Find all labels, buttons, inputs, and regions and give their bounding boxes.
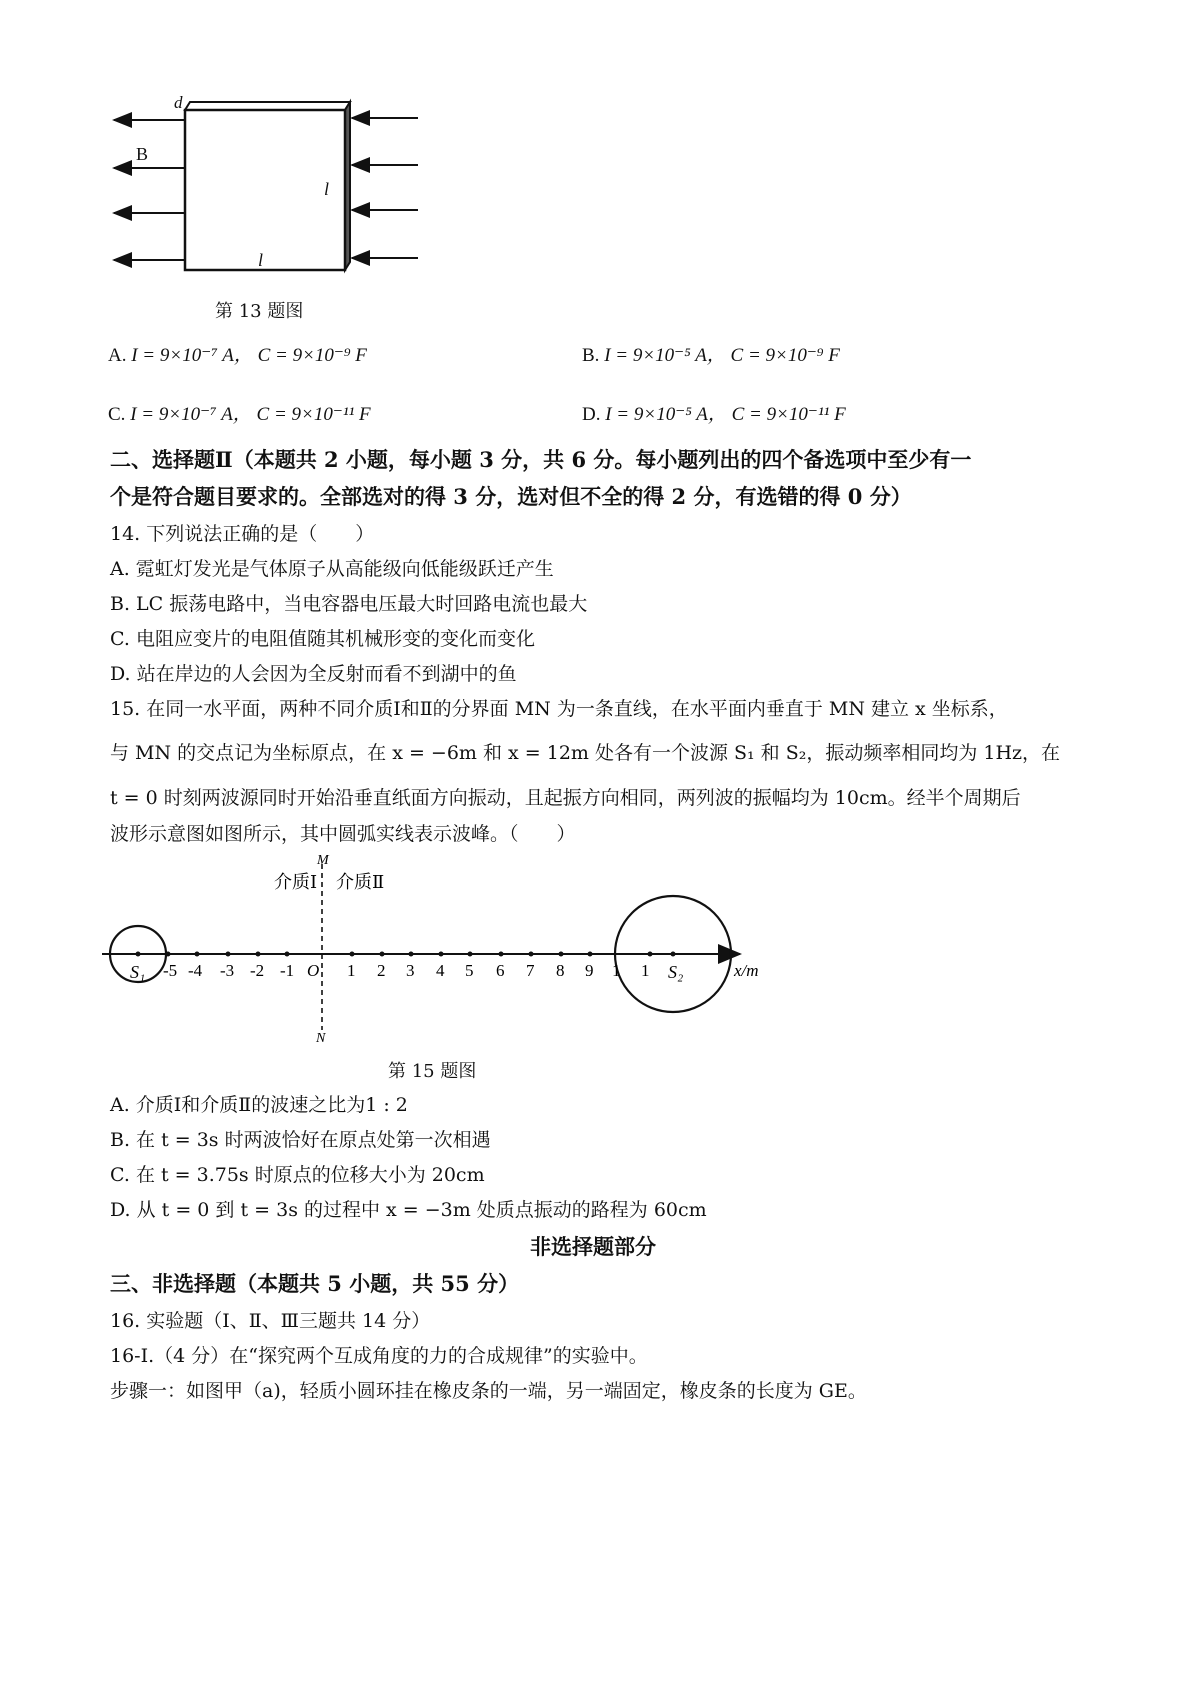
tick-8: 8 [556,961,565,980]
q13-figure [100,90,440,300]
tick-7: 7 [526,961,535,980]
tick-minus4: -4 [188,961,203,980]
q15-stem-line1: 15. 在同一水平面，两种不同介质Ⅰ和Ⅱ的分界面 MN 为一条直线，在水平面内垂直于 MN 建立 x 坐标系， [110,698,1008,720]
label-d: d [174,93,183,112]
q13-caption: 第 13 题图 [215,301,304,322]
axis-label: x/m [734,961,759,980]
field-lines-left [114,120,185,260]
q14-option-b: B. LC 振荡电路中，当电容器电压最大时回路电流也最大 [110,593,588,615]
q13-option-a: A. I = 9×10⁻⁷ A， C = 9×10⁻⁹ F [108,345,367,366]
q14-option-c: C. 电阻应变片的电阻值随其机械形变的变化而变化 [110,628,535,650]
q15-figure [100,850,800,1050]
part-title: 非选择题部分 [530,1234,656,1259]
q15-stem-line3: t = 0 时刻两波源同时开始沿垂直纸面方向振动，且起振方向相同，两列波的振幅均为 10cm。经半个周期后 [110,787,1021,809]
tick-3: 3 [406,961,415,980]
origin-label: O [307,961,320,980]
tick-4: 4 [436,961,445,980]
q16-line2: 16-Ⅰ.（4 分）在“探究两个互成角度的力的合成规律”的实验中。 [110,1345,648,1367]
q16-line1: 16. 实验题（Ⅰ、Ⅱ、Ⅲ三题共 14 分） [110,1310,431,1332]
q15-caption: 第 15 题图 [388,1061,477,1082]
label-M: M [317,853,329,868]
tick-6: 6 [496,961,505,980]
q15-stem-line4: 波形示意图如图所示，其中圆弧实线表示波峰。（ ） [110,823,576,845]
source-s2: S₂ [668,962,684,982]
tick-10: 1 [612,961,621,980]
label-l-bottom: l [258,250,264,270]
medium2-label: 介质Ⅱ [336,872,385,892]
q13-option-b: B. I = 9×10⁻⁵ A， C = 9×10⁻⁹ F [582,345,840,366]
section2-line2: 个是符合题目要求的。全部选对的得 3 分，选对但不全的得 2 分，有选错的得 0 分） [110,484,912,509]
tick-minus1: -1 [280,961,295,980]
tick-minus5: -5 [163,961,178,980]
q13-option-c: C. I = 9×10⁻⁷ A， C = 9×10⁻¹¹ F [108,404,371,425]
q15-option-a: A. 介质Ⅰ和介质Ⅱ的波速之比为1 : 2 [110,1094,408,1116]
medium1-label: 介质Ⅰ [274,872,318,892]
tick-2: 2 [377,961,386,980]
q15-option-d: D. 从 t = 0 到 t = 3s 的过程中 x = −3m 处质点振动的路程为 60cm [110,1199,707,1221]
q14-option-a: A. 霓虹灯发光是气体原子从高能级向低能级跃迁产生 [110,558,554,580]
q16-line3: 步骤一：如图甲（a)，轻质小圆环挂在橡皮条的一端，另一端固定，橡皮条的长度为 GE。 [110,1380,867,1402]
q15-stem-line2: 与 MN 的交点记为坐标原点，在 x = −6m 和 x = 12m 处各有一个波源 S₁ 和 S₂，振动频率相同均为 1Hz，在 [110,742,1061,764]
q15-option-b: B. 在 t = 3s 时两波恰好在原点处第一次相遇 [110,1129,491,1151]
label-B: B [136,144,149,164]
source-s1: S₁ [130,962,146,982]
q14-option-d: D. 站在岸边的人会因为全反射而看不到湖中的鱼 [110,663,517,685]
tick-1: 1 [347,961,356,980]
tick-minus3: -3 [220,961,235,980]
tick-9: 9 [585,961,594,980]
tick-minus2: -2 [250,961,265,980]
q13-option-d: D. I = 9×10⁻⁵ A， C = 9×10⁻¹¹ F [582,404,846,425]
section2-line1: 二、选择题Ⅱ（本题共 2 小题，每小题 3 分，共 6 分。每小题列出的四个备选项中至少有一 [110,447,972,472]
tick-11: 1 [641,961,650,980]
q14-stem: 14. 下列说法正确的是（ ） [110,523,375,545]
field-lines-right [352,118,418,258]
label-l-right: l [324,179,330,199]
tick-5: 5 [465,961,474,980]
section3-heading: 三、非选择题（本题共 5 小题，共 55 分） [110,1271,520,1296]
q15-option-c: C. 在 t = 3.75s 时原点的位移大小为 20cm [110,1164,485,1186]
label-N: N [316,1031,326,1046]
